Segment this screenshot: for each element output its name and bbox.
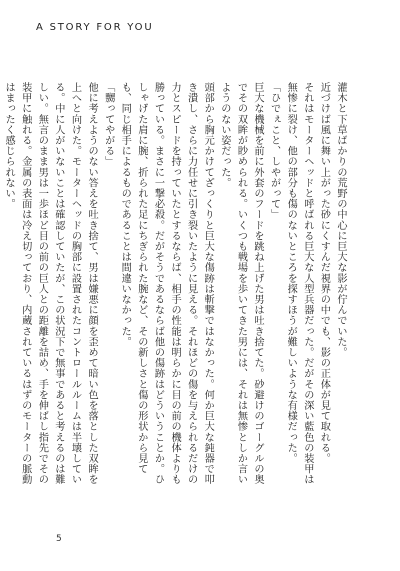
dialogue-line: 「嬲ってやがる」 [102,82,114,167]
dialogue-line: 「ひでぇこと、しやがって」 [268,82,280,220]
paragraph: 近づけば風に舞い上がった砂にくすんだ視界の中でも、影の正体が見て取れる。 [318,82,330,464]
paragraph: それはモーターヘッドと呼ばれる巨大な人型兵器だった。だがその深い藍色の装甲は無惨に裂け、他の部分も傷のないところを探すほうが難しいような有様だった。 [285,82,313,485]
paragraph: 巨大な機械を前に外套のフードを跳ね上げた男は吐き捨てた。砂避けのゴーグルの奥でその双眸が眇められる。いくつも戦場を歩いてきた男には、それは無惨としか言いようのない姿だった。 [218,82,264,485]
body-text [0,82,348,492]
page-number: 5 [56,534,62,544]
paragraph: 頭部から胸元かけてざっくりと巨大な傷跡は斬撃ではなかった。何か巨大な鈍器で叩き潰し、さらに力任せに引き裂いたように見える。それほどの傷を与えられるだけの力とスピードを持っていたとするならば、相手の性能は明らかに目の前の機体よりも勝っている。まさに一撃必殺。だがそうであるならば他の傷跡はどういうことか。ひしゃげた肩に腕、折られた足にちぎられた腕など、その新しさと傷の形状から見ても、同じ相手によるものであることは間違いなかった。 [119,82,214,485]
running-header: A STORY FOR YOU [36,22,154,33]
paragraph: 灌木と下草ばかりの荒野の中心に巨大な影が佇んでいた。 [335,82,346,358]
paragraph: 他に考えようのない答えを吐き捨て、男は嫌悪に顔を歪めて暗い色を落とした双眸を上へと向けた。モーターヘッドの胸部に設置されたコントロールルームは半壊している。中に人がいないことは確認していたが、この状況下で無事であると考えるのは難しい。無言のまま男は一歩ほど目の前の巨人との距離を詰め、手を伸ばし指先でその装甲に触れる。金属の表面は冷え切っており、内蔵されているはずのモーターの脈動はまったく感じられない。 [3,82,98,485]
